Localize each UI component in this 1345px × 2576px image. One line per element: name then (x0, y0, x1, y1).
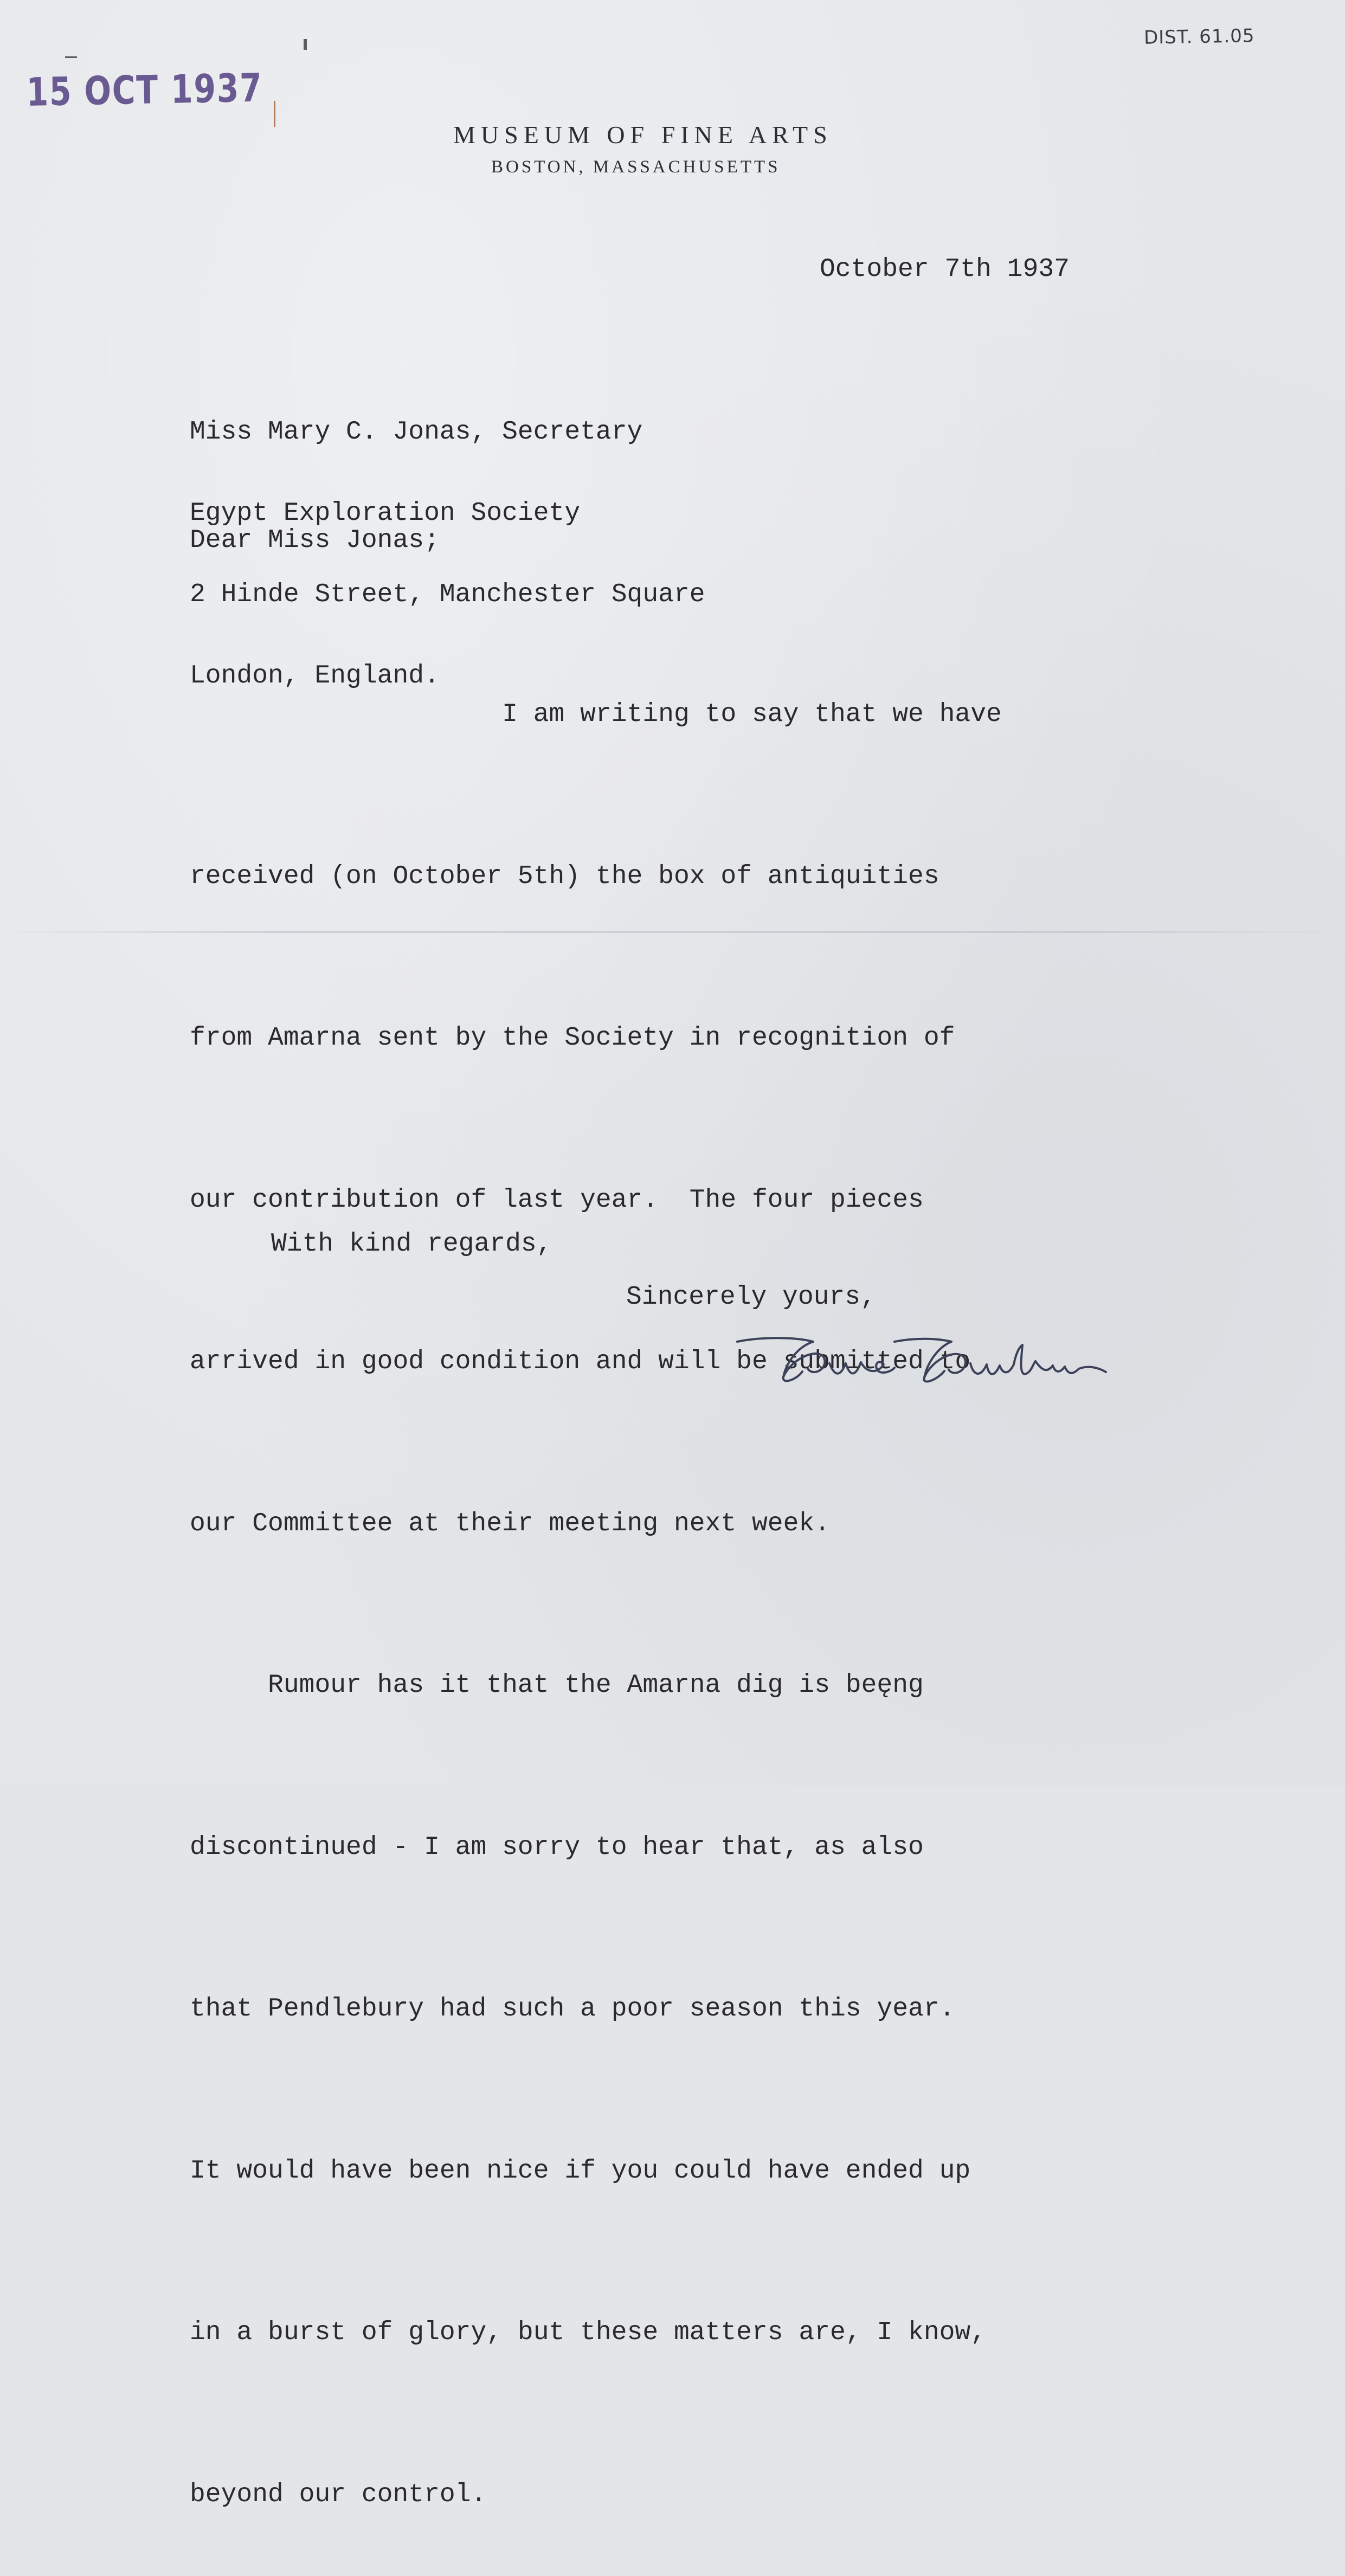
letterhead-institution: MUSEUM OF FINE ARTS (453, 121, 833, 149)
letterhead-location: BOSTON, MASSACHUSETTS (491, 157, 781, 177)
body-line: our contribution of last year. The four pieces (190, 1185, 924, 1215)
address-line: Egypt Exploration Society (190, 499, 581, 528)
body-line: beyond our control. (190, 2480, 487, 2509)
body-line: that Pendlebury had such a poor season this year. (190, 1994, 955, 2024)
closing: With kind regards, (271, 1229, 552, 1259)
body-line: arrived in good condition and will be submitted to (190, 1347, 971, 1376)
handwritten-signature (732, 1325, 1111, 1401)
ink-dash (65, 56, 77, 58)
body-line: from Amarna sent by the Society in recognition of (190, 1023, 955, 1053)
ink-tick (274, 101, 275, 127)
body-line: discontinued - I am sorry to hear that, as also (190, 1832, 924, 1862)
body-line: in a burst of glory, but these matters are, I know, (190, 2318, 987, 2347)
body-line: It would have been nice if you could have ended up (190, 2156, 971, 2186)
salutation: Dear Miss Jonas; (190, 526, 440, 555)
letter-body (190, 580, 1002, 2576)
body-line: our Committee at their meeting next week. (190, 1509, 830, 1538)
letter-date: October 7th 1937 (820, 255, 1070, 284)
ink-speck (304, 39, 307, 50)
body-line: I am writing to say that we have (190, 700, 1002, 729)
sign-off: Sincerely yours, (626, 1283, 876, 1312)
body-line: received (on October 5th) the box of antiquities (190, 861, 939, 891)
address-line: London, England. (190, 661, 440, 691)
address-line: Miss Mary C. Jonas, Secretary (190, 417, 643, 447)
address-line: 2 Hinde Street, Manchester Square (190, 580, 705, 609)
received-date-stamp: 15 OCT 1937 (26, 65, 263, 115)
body-line: Rumour has it that the Amarna dig is beęng (190, 1671, 924, 1700)
catalog-number: DIST. 61.05 (1143, 25, 1255, 49)
